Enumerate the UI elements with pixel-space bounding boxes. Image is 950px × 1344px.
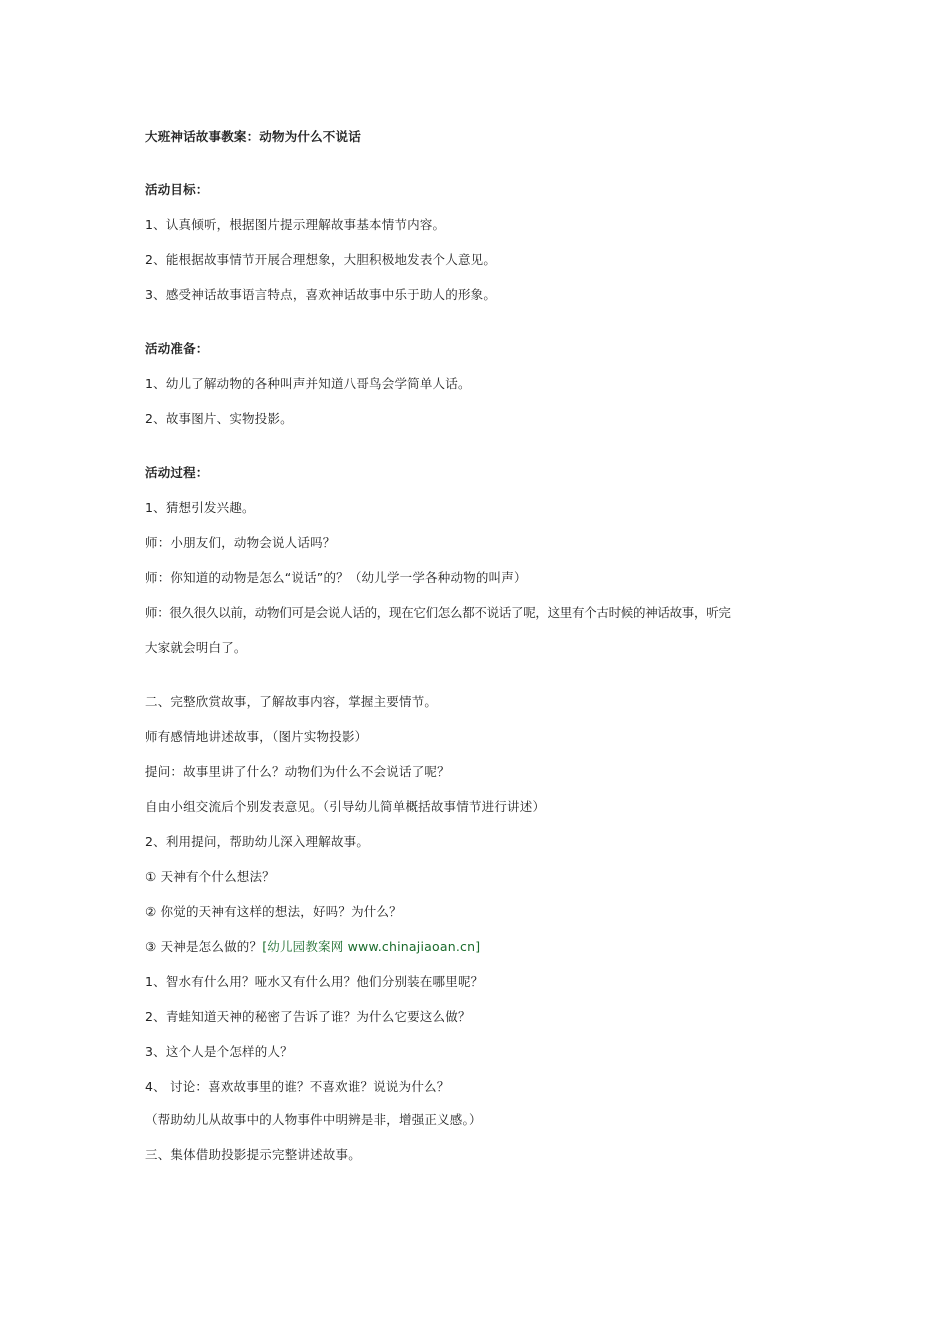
process-line: 师：小朋友们，动物会说人话吗？ [145, 535, 336, 550]
document-title: 大班神话故事教案：动物为什么不说话 [145, 129, 361, 144]
part2-line: 师有感情地讲述故事，（图片实物投影） [145, 729, 368, 744]
process-line: 师：你知道的动物是怎么“说话”的？（幼儿学一学各种动物的叫声） [145, 570, 527, 585]
prep-item: 2、故事图片、实物投影。 [145, 411, 293, 426]
part3-line: 三、集体借助投影提示完整讲述故事。 [145, 1147, 361, 1162]
question-text: ③ 天神是怎么做的？ [145, 939, 263, 954]
part2-line: 2、青蛙知道天神的秘密了告诉了谁？为什么它要这么做？ [145, 1009, 471, 1024]
part2-line: （帮助幼儿从故事中的人物事件中明辨是非，增强正义感。） [145, 1112, 482, 1127]
part2-line: 3、这个人是个怎样的人？ [145, 1044, 293, 1059]
goal-item: 2、能根据故事情节开展合理想象，大胆积极地发表个人意见。 [145, 252, 497, 267]
prep-heading: 活动准备： [145, 341, 209, 356]
prep-item: 1、幼儿了解动物的各种叫声并知道八哥鸟会学简单人话。 [145, 376, 471, 391]
part2-line: 2、利用提问，帮助幼儿深入理解故事。 [145, 834, 370, 849]
part2-line: 二、完整欣赏故事，了解故事内容，掌握主要情节。 [145, 694, 438, 709]
part2-line: 自由小组交流后个别发表意见。（引导幼儿简单概括故事情节进行讲述） [145, 799, 546, 814]
process-line: 大家就会明白了。 [145, 640, 247, 655]
part2-question [145, 938, 480, 956]
part2-question: ② 你觉的天神有这样的想法，好吗？为什么？ [145, 904, 402, 919]
goal-item: 1、认真倾听，根据图片提示理解故事基本情节内容。 [145, 217, 446, 232]
part2-line: 1、智水有什么用？哑水又有什么用？他们分别装在哪里呢？ [145, 974, 484, 989]
goal-item: 3、感受神话故事语言特点，喜欢神话故事中乐于助人的形象。 [145, 287, 497, 302]
site-link[interactable]: [幼儿园教案网 www.chinajiaoan.cn] [262, 939, 481, 954]
process-line: 师：很久很久以前，动物们可是会说人话的，现在它们怎么都不说话了呢，这里有个古时候的神话故事，听完 [145, 605, 731, 620]
part2-line: 4、 讨论：喜欢故事里的谁？不喜欢谁？说说为什么？ [145, 1079, 450, 1094]
part2-question: ① 天神有个什么想法？ [145, 869, 275, 884]
part2-line: 提问：故事里讲了什么？动物们为什么不会说话了呢？ [145, 764, 450, 779]
process-line: 1、猜想引发兴趣。 [145, 500, 255, 515]
process-heading: 活动过程： [145, 465, 209, 480]
goals-heading: 活动目标： [145, 182, 209, 197]
